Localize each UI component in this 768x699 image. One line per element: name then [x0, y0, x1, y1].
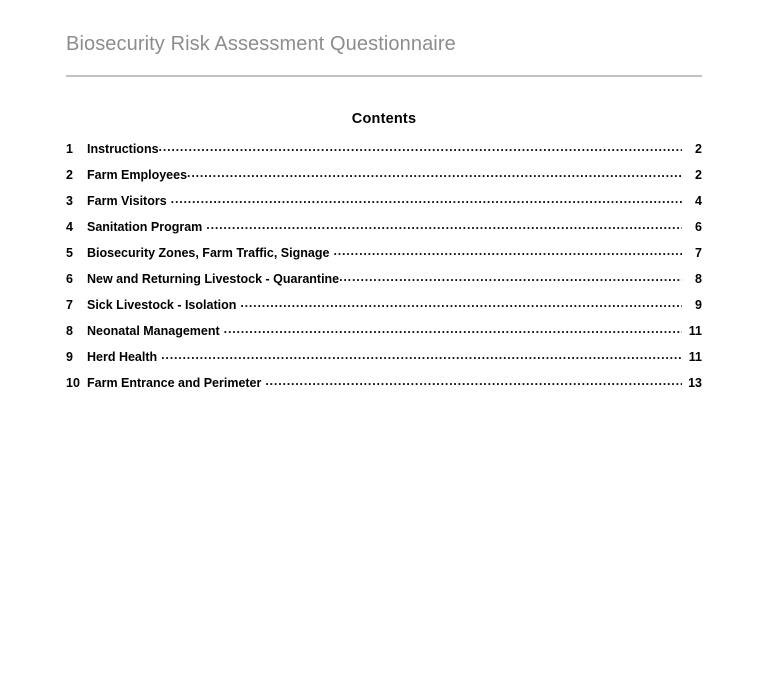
toc-entry[interactable]	[0, 140, 768, 166]
toc-entry-number: 3	[66, 193, 73, 208]
toc-entry-number: 6	[66, 271, 73, 286]
toc-dot-leader	[224, 322, 682, 335]
toc-entry[interactable]	[0, 218, 768, 244]
toc-entry-label: New and Returning Livestock - Quarantine	[87, 271, 340, 286]
toc-dot-leader	[339, 270, 682, 283]
toc-entry-number: 2	[66, 167, 73, 182]
toc-entry[interactable]	[0, 166, 768, 192]
toc-entry[interactable]	[0, 374, 768, 400]
toc-entry-page-number: 9	[695, 297, 702, 312]
toc-entry-page-number: 11	[688, 349, 702, 364]
page-title: Biosecurity Risk Assessment Questionnaire	[66, 33, 456, 55]
toc-entry-label: Farm Visitors	[87, 193, 167, 208]
contents-heading: Contents	[351, 111, 417, 127]
toc-entry[interactable]	[0, 192, 768, 218]
toc-dot-leader	[333, 244, 682, 257]
toc-entry-page-number: 2	[695, 141, 702, 156]
toc-entry-page-number: 7	[695, 245, 702, 260]
toc-dot-leader	[240, 296, 682, 309]
toc-dot-leader	[161, 348, 682, 361]
toc-entry-number: 9	[66, 349, 73, 364]
toc-entry-page-number: 13	[688, 375, 702, 390]
document-header	[0, 0, 768, 77]
toc-entry-page-number: 11	[688, 323, 702, 338]
toc-entry-label: Herd Health	[87, 349, 158, 364]
toc-entry-label: Instructions	[87, 141, 159, 156]
toc-entry-page-number: 4	[695, 193, 702, 208]
toc-entry-label: Farm Entrance and Perimeter	[87, 375, 262, 390]
toc-entry-number: 1	[66, 141, 73, 156]
toc-entry[interactable]	[0, 322, 768, 348]
toc-entry-page-number: 8	[695, 271, 702, 286]
table-of-contents	[0, 127, 768, 400]
toc-entry-label: Farm Employees	[87, 167, 188, 182]
toc-entry-page-number: 6	[695, 219, 702, 234]
toc-entry[interactable]	[0, 296, 768, 322]
toc-dot-leader	[171, 192, 682, 205]
toc-entry-number: 10	[66, 375, 80, 390]
toc-entry-page-number: 2	[695, 167, 702, 182]
toc-dot-leader	[159, 140, 682, 153]
toc-dot-leader	[187, 166, 682, 179]
toc-entry-number: 7	[66, 297, 73, 312]
toc-entry-label: Sanitation Program	[87, 219, 203, 234]
toc-entry-label: Sick Livestock - Isolation	[87, 297, 237, 312]
toc-entry[interactable]	[0, 348, 768, 374]
toc-dot-leader	[206, 218, 682, 231]
toc-dot-leader	[265, 374, 682, 387]
toc-entry-number: 4	[66, 219, 73, 234]
toc-entry-label: Biosecurity Zones, Farm Traffic, Signage	[87, 245, 330, 260]
toc-entry-number: 5	[66, 245, 73, 260]
toc-entry-label: Neonatal Management	[87, 323, 220, 338]
toc-entry-number: 8	[66, 323, 73, 338]
toc-entry[interactable]	[0, 270, 768, 296]
toc-entry[interactable]	[0, 244, 768, 270]
